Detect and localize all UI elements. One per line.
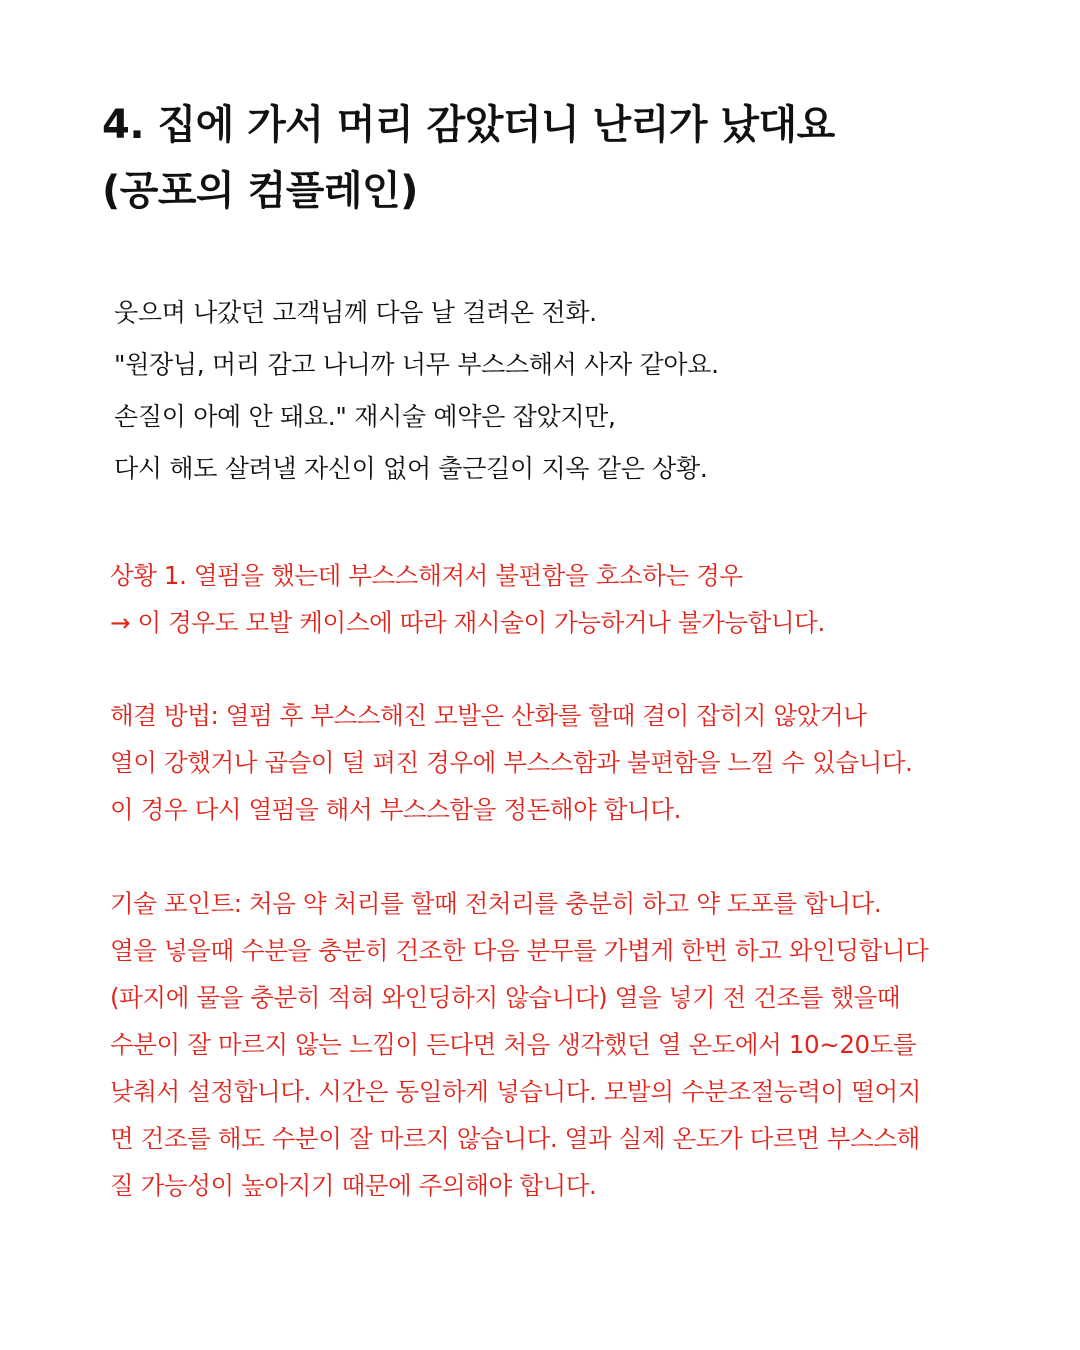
solution-paragraph — [110, 692, 1010, 833]
intro-paragraph — [114, 287, 1014, 495]
page-title — [102, 92, 1002, 224]
technique-line: 면 건조를 해도 수분이 잘 마르지 않습니다. 열과 실제 온도가 다르면 부스스해 — [110, 1124, 920, 1153]
title-line-1: 4. 집에 가서 머리 감았더니 난리가 났대요 — [102, 102, 835, 148]
solution-line: 이 경우 다시 열펌을 해서 부스스함을 정돈해야 합니다. — [110, 795, 681, 824]
situation-line: → 이 경우도 모발 케이스에 따라 재시술이 가능하거나 불가능합니다. — [110, 608, 825, 637]
situation-line: 상황 1. 열펌을 했는데 부스스해져서 불편함을 호소하는 경우 — [110, 561, 743, 590]
technique-line: 낮춰서 설정합니다. 시간은 동일하게 넣습니다. 모발의 수분조절능력이 떨어지 — [110, 1077, 922, 1106]
solution-line: 해결 방법: 열펌 후 부스스해진 모발은 산화를 할때 결이 잡히지 않았거나 — [110, 701, 867, 730]
technique-line: 수분이 잘 마르지 않는 느낌이 든다면 처음 생각했던 열 온도에서 10~20도를 — [110, 1030, 917, 1059]
intro-line: 웃으며 나갔던 고객님께 다음 날 걸려온 전화. — [114, 298, 597, 327]
intro-line: 손질이 아예 안 돼요." 재시술 예약은 잡았지만, — [114, 402, 616, 431]
technique-paragraph — [110, 880, 1010, 1209]
technique-line: 열을 넣을때 수분을 충분히 건조한 다음 분무를 가볍게 한번 하고 와인딩합니다 — [110, 936, 929, 965]
title-line-2: (공포의 컴플레인) — [102, 168, 418, 214]
intro-line: "원장님, 머리 감고 나니까 너무 부스스해서 사자 같아요. — [114, 350, 719, 379]
technique-line: 기술 포인트: 처음 약 처리를 할때 전처리를 충분히 하고 약 도포를 합니다. — [110, 889, 882, 918]
intro-line: 다시 해도 살려낼 자신이 없어 출근길이 지옥 같은 상황. — [114, 454, 708, 483]
technique-line: (파지에 물을 충분히 적혀 와인딩하지 않습니다) 열을 넣기 전 건조를 했을때 — [110, 983, 901, 1012]
situation-paragraph — [110, 552, 1010, 646]
solution-line: 열이 강했거나 곱슬이 덜 펴진 경우에 부스스함과 불편함을 느낄 수 있습니다. — [110, 748, 913, 777]
technique-line: 질 가능성이 높아지기 때문에 주의해야 합니다. — [110, 1171, 597, 1200]
